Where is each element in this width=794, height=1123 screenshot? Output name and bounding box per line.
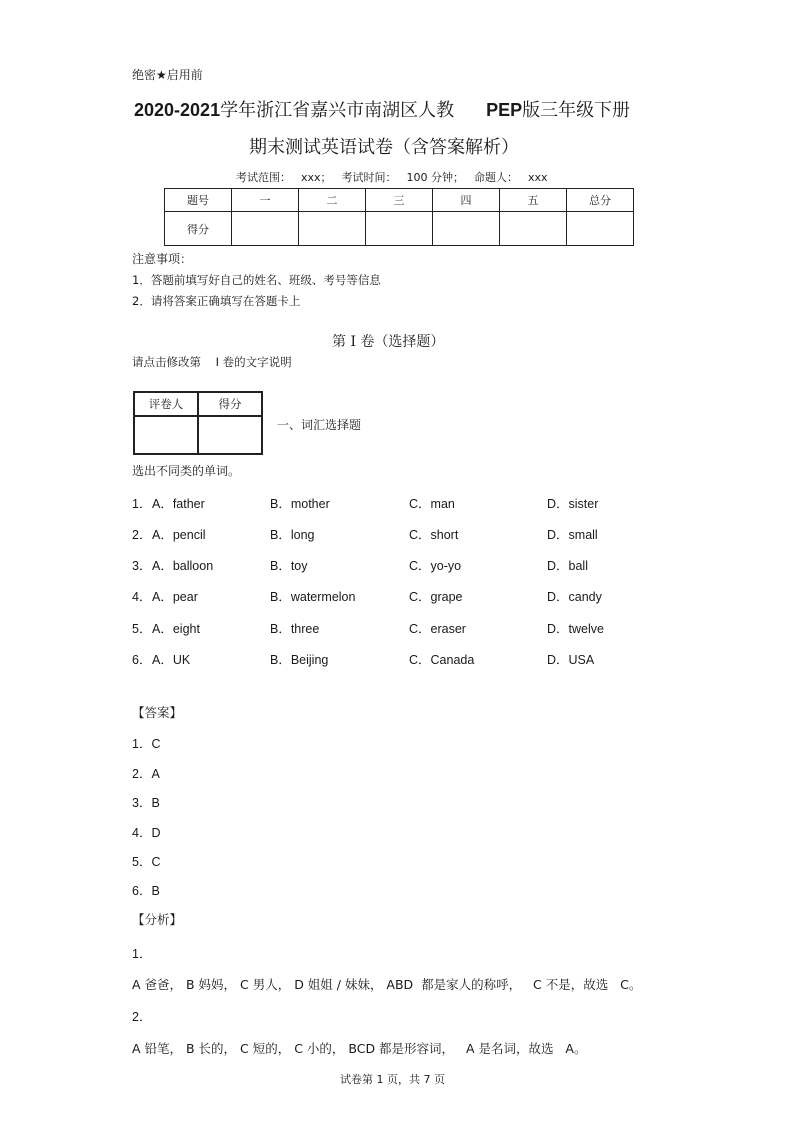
grader-header-cell: 评卷人: [134, 392, 198, 416]
time-value: 100 分钟；: [406, 171, 465, 184]
option-b: B．mother: [270, 497, 330, 511]
score-header-cell: 二: [299, 189, 366, 212]
option-a: A．pear: [152, 590, 198, 604]
grader-cell[interactable]: [198, 416, 262, 454]
author-value: xxx: [528, 171, 548, 184]
page-footer: 试卷第 1 页，共 7 页: [340, 1073, 445, 1086]
title-grade: 版三年级下册: [522, 100, 631, 121]
score-cell[interactable]: [299, 212, 366, 246]
option-b: B．long: [270, 528, 315, 542]
option-a: A．UK: [152, 653, 191, 667]
title-year: 2020-2021: [134, 100, 221, 120]
question-number: 1．: [132, 497, 152, 511]
analysis-text: A 爸爸， B 妈妈， C 男人， D 姐姐 / 妹妹， ABD 都是家人的称呼， C 不是，故选 C。: [132, 977, 642, 992]
option-c: C．grape: [409, 590, 463, 604]
question-number: 6．: [132, 653, 152, 667]
score-header-cell: 五: [500, 189, 567, 212]
option-a: A．pencil: [152, 528, 206, 542]
exam-title-line2: 期末测试英语试卷（含答案解析）: [249, 137, 519, 158]
option-a: A．balloon: [152, 559, 214, 573]
answer-item: 2．A: [132, 767, 160, 781]
section-description: 请点击修改第 I 卷的文字说明: [132, 355, 292, 369]
option-a: A．father: [152, 497, 205, 511]
option-c: C．yo-yo: [409, 559, 462, 573]
part-instruction: 选出不同类的单词。: [132, 464, 241, 478]
title-edition: PEP: [486, 100, 523, 120]
option-a: A．eight: [152, 622, 200, 636]
score-header-cell: 一: [232, 189, 299, 212]
option-d: D．small: [547, 528, 598, 542]
note-item: 2．请将答案正确填写在答题卡上: [132, 294, 301, 308]
grader-cell[interactable]: [134, 416, 198, 454]
score-cell[interactable]: [567, 212, 634, 246]
option-d: D．sister: [547, 497, 599, 511]
option-d: D．twelve: [547, 622, 604, 636]
score-table-value-row: [165, 212, 634, 246]
question-number: 3．: [132, 559, 152, 573]
answer-item: 5．C: [132, 855, 161, 869]
secret-mark: 绝密★启用前: [132, 68, 203, 82]
answer-item: 6．B: [132, 884, 160, 898]
option-b: B．three: [270, 622, 320, 636]
answer-item: 1．C: [132, 737, 161, 751]
analysis-title: 【分析】: [132, 912, 183, 927]
exam-meta: [236, 169, 558, 185]
grader-header-cell: 得分: [198, 392, 262, 416]
option-c: C．man: [409, 497, 455, 511]
grader-table: [133, 391, 263, 455]
author-label: 命题人：: [474, 171, 519, 184]
option-b: B．Beijing: [270, 653, 329, 667]
notes-title: 注意事项：: [132, 252, 193, 266]
score-header-cell: 题号: [165, 189, 232, 212]
time-label: 考试时间：: [341, 171, 397, 184]
exam-title-line1: [134, 96, 630, 122]
question-number: 4．: [132, 590, 152, 604]
score-table-header-row: [165, 189, 634, 212]
question-number: 2．: [132, 528, 152, 542]
analysis-number: 2．: [132, 1010, 152, 1024]
score-header-cell: 三: [366, 189, 433, 212]
score-cell[interactable]: [366, 212, 433, 246]
score-header-cell: 四: [433, 189, 500, 212]
option-d: D．candy: [547, 590, 602, 604]
scope-value: xxx；: [301, 171, 332, 184]
option-b: B．watermelon: [270, 590, 356, 604]
part-title: 一、词汇选择题: [277, 418, 362, 432]
score-cell[interactable]: [433, 212, 500, 246]
answer-item: 4．D: [132, 826, 161, 840]
score-table: [164, 188, 634, 246]
note-item: 1．答题前填写好自己的姓名、班级、考号等信息: [132, 273, 381, 287]
score-cell[interactable]: [232, 212, 299, 246]
option-c: C．Canada: [409, 653, 475, 667]
analysis-text: A 铅笔， B 长的， C 短的， C 小的， BCD 都是形容词， A 是名词，故选 A。: [132, 1041, 587, 1056]
option-b: B．toy: [270, 559, 308, 573]
score-header-cell: 总分: [567, 189, 634, 212]
option-d: D．ball: [547, 559, 588, 573]
question-number: 5．: [132, 622, 152, 636]
answers-title: 【答案】: [132, 705, 183, 720]
option-d: D．USA: [547, 653, 595, 667]
grader-value-row: [134, 416, 262, 454]
score-row-label: 得分: [165, 212, 232, 246]
section-title: 第 I 卷（选择题）: [332, 334, 445, 350]
option-c: C．eraser: [409, 622, 466, 636]
answer-item: 3．B: [132, 796, 160, 810]
score-cell[interactable]: [500, 212, 567, 246]
title-school: 学年浙江省嘉兴市南湖区人教: [220, 100, 455, 121]
scope-label: 考试范围：: [236, 171, 291, 184]
analysis-number: 1．: [132, 947, 152, 961]
option-c: C．short: [409, 528, 459, 542]
grader-header-row: [134, 392, 262, 416]
